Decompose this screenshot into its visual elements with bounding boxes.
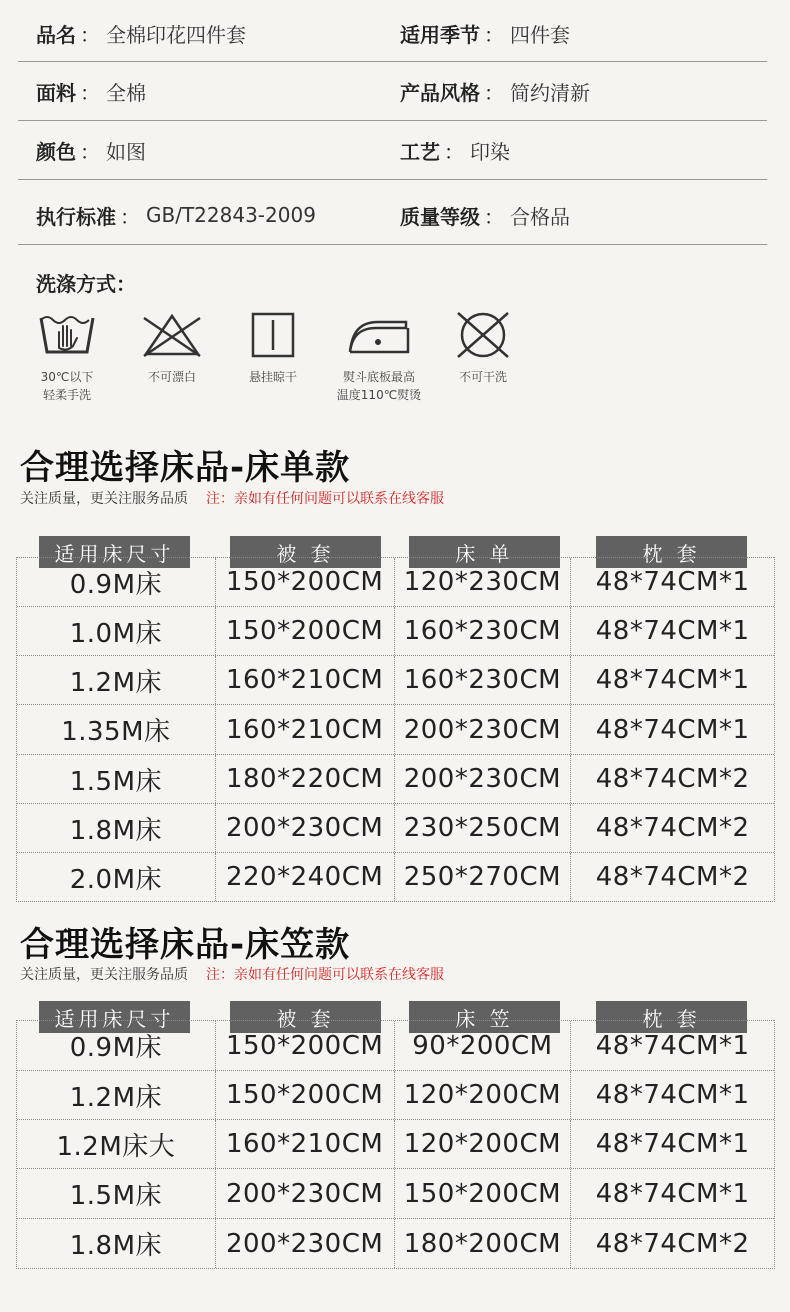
- table-cell: 1.8M床: [69, 815, 163, 846]
- service-note: 注：亲如有任何问题可以联系在线客服: [206, 967, 444, 983]
- hand-wash-30-icon-item: [12, 310, 122, 404]
- spec-item: [36, 62, 146, 120]
- no-bleach-icon-item: [117, 310, 227, 386]
- spec-key: 质量等级: [400, 204, 480, 229]
- spec-key: 工艺: [400, 139, 440, 164]
- table-row: [17, 704, 774, 754]
- spec-item: [36, 186, 316, 244]
- column-header: 枕 套: [596, 1001, 747, 1033]
- wash-label: 30℃以下 轻柔手洗: [40, 370, 94, 402]
- spec-value: 印染: [470, 139, 510, 164]
- table-row: [17, 1218, 774, 1268]
- hang-dry-icon: [248, 310, 298, 360]
- spec-key: 颜色: [36, 139, 76, 164]
- table-cell: 160*210CM: [215, 705, 394, 754]
- table-cell: 200*230CM: [215, 1219, 394, 1268]
- table-cell: 0.9M床: [69, 569, 163, 600]
- column-header: 床 单: [409, 536, 560, 568]
- spec-item: [400, 5, 570, 61]
- table-row: [17, 1070, 774, 1119]
- wash-label: 熨斗底板最高 温度110℃熨烫: [336, 370, 422, 402]
- table-row: [17, 557, 774, 606]
- table-cell: 180*200CM: [394, 1219, 571, 1268]
- table-cell: 200*230CM: [215, 1169, 394, 1218]
- spec-item: [400, 186, 570, 244]
- spec-sep: ：: [80, 80, 100, 105]
- fitted-section-title: 合理选择床品-床笠款: [20, 925, 351, 965]
- spec-item: [400, 62, 590, 120]
- table-cell: 48*74CM*1: [570, 1071, 774, 1119]
- table-row: [17, 1168, 774, 1218]
- wash-label: 不可干洗: [458, 370, 507, 384]
- spec-row: [18, 186, 767, 245]
- spec-value: 简约清新: [510, 80, 590, 105]
- table-row: [17, 754, 774, 803]
- wash-label: 不可漂白: [147, 370, 196, 384]
- spec-row: [18, 121, 767, 180]
- table-cell: 220*240CM: [215, 853, 394, 901]
- table-cell: 120*230CM: [394, 558, 571, 606]
- table-cell: 120*200CM: [394, 1071, 571, 1119]
- spec-sep: ：: [484, 22, 504, 47]
- table-cell: 48*74CM*2: [570, 755, 774, 803]
- hang-dry-icon-item: [218, 310, 328, 386]
- spec-key: 执行标准: [36, 204, 116, 229]
- hand-wash-30-icon: [37, 310, 97, 360]
- table-cell: 250*270CM: [394, 853, 571, 901]
- table-cell: 150*200CM: [394, 1169, 571, 1218]
- table-cell: 180*220CM: [215, 755, 394, 803]
- spec-item: [36, 121, 146, 179]
- washing-title: 洗涤方式：: [36, 272, 136, 296]
- spec-sep: ：: [484, 80, 504, 105]
- table-cell: 160*230CM: [394, 656, 571, 704]
- table-cell: 1.35M床: [61, 717, 171, 747]
- spec-sep: ：: [444, 139, 464, 164]
- no-dry-clean-icon: [452, 310, 514, 360]
- column-header: 床 笠: [409, 1001, 560, 1033]
- table-cell: 48*74CM*1: [570, 705, 774, 754]
- spec-value: 全棉印花四件套: [106, 22, 246, 47]
- table-cell: 1.2M床大: [56, 1131, 176, 1162]
- spec-key: 产品风格: [400, 80, 480, 105]
- column-header: 适用床尺寸: [39, 536, 190, 568]
- wash-label: 悬挂晾干: [248, 370, 297, 384]
- spec-item: [400, 121, 510, 179]
- table-cell: 150*200CM: [215, 1071, 394, 1119]
- no-dry-clean-icon-item: [428, 310, 538, 386]
- spec-value: 全棉: [106, 80, 146, 105]
- column-header: 适用床尺寸: [39, 1001, 190, 1033]
- table-cell: 0.9M床: [69, 1033, 163, 1063]
- table-cell: 1.8M床: [69, 1231, 163, 1261]
- table-row: [17, 803, 774, 852]
- table-cell: 230*250CM: [394, 804, 571, 852]
- spec-value: 四件套: [510, 22, 570, 47]
- iron-110-icon: [346, 310, 412, 360]
- table-row: [17, 1119, 774, 1168]
- fitted-size-table: [16, 1020, 775, 1269]
- table-row: [17, 606, 774, 655]
- sheet-size-table: [16, 557, 775, 902]
- table-cell: 160*210CM: [215, 656, 394, 704]
- spec-item: [36, 5, 246, 61]
- sheet-section-title: 合理选择床品-床单款: [20, 448, 351, 488]
- subtitle-text: 关注质量，更关注服务品质: [20, 967, 188, 983]
- table-cell: 48*74CM*1: [570, 607, 774, 655]
- table-cell: 1.0M床: [69, 618, 163, 649]
- spec-key: 面料: [36, 80, 76, 105]
- table-cell: 48*74CM*1: [570, 1169, 774, 1218]
- table-cell: 150*200CM: [215, 1021, 394, 1070]
- table-cell: 1.2M床: [69, 1082, 163, 1113]
- table-cell: 48*74CM*1: [570, 558, 774, 606]
- table-row: [17, 1020, 774, 1070]
- column-header: 枕 套: [596, 536, 747, 568]
- no-bleach-icon: [140, 310, 204, 360]
- table-row: [17, 852, 774, 901]
- spec-sep: ：: [80, 139, 100, 164]
- table-cell: 48*74CM*2: [570, 804, 774, 852]
- table-cell: 200*230CM: [394, 705, 571, 754]
- table-cell: 48*74CM*2: [570, 1219, 774, 1268]
- subtitle-text: 关注质量，更关注服务品质: [20, 491, 188, 507]
- table-cell: 120*200CM: [394, 1120, 571, 1168]
- spec-key: 品名: [36, 22, 76, 47]
- spec-sep: ：: [80, 22, 100, 47]
- table-cell: 1.2M床: [69, 667, 163, 698]
- table-cell: 160*230CM: [394, 607, 571, 655]
- table-cell: 48*74CM*2: [570, 853, 774, 901]
- table-cell: 200*230CM: [394, 755, 571, 803]
- table-cell: 90*200CM: [394, 1021, 571, 1070]
- table-cell: 150*200CM: [215, 607, 394, 655]
- table-cell: 48*74CM*1: [570, 1021, 774, 1070]
- spec-value: 合格品: [510, 204, 570, 229]
- spec-sep: ：: [120, 204, 140, 229]
- spec-value: 如图: [106, 139, 146, 164]
- table-cell: 200*230CM: [215, 804, 394, 852]
- table-cell: 160*210CM: [215, 1120, 394, 1168]
- spec-sep: ：: [484, 204, 504, 229]
- spec-key: 适用季节: [400, 22, 480, 47]
- column-header: 被 套: [230, 536, 381, 568]
- table-cell: 1.5M床: [69, 766, 163, 797]
- spec-row: [18, 62, 767, 121]
- table-cell: 48*74CM*1: [570, 1120, 774, 1168]
- table-cell: 1.5M床: [69, 1181, 163, 1211]
- table-row: [17, 655, 774, 704]
- fitted-section-subtitle: [20, 964, 444, 984]
- spec-row: [18, 5, 767, 62]
- service-note: 注：亲如有任何问题可以联系在线客服: [206, 491, 444, 507]
- sheet-section-subtitle: [20, 488, 444, 508]
- iron-110-icon-item: [324, 310, 434, 404]
- table-cell: 2.0M床: [69, 864, 163, 895]
- column-header: 被 套: [230, 1001, 381, 1033]
- spec-value: GB/T22843-2009: [146, 203, 316, 227]
- table-cell: 150*200CM: [215, 558, 394, 606]
- table-cell: 48*74CM*1: [570, 656, 774, 704]
